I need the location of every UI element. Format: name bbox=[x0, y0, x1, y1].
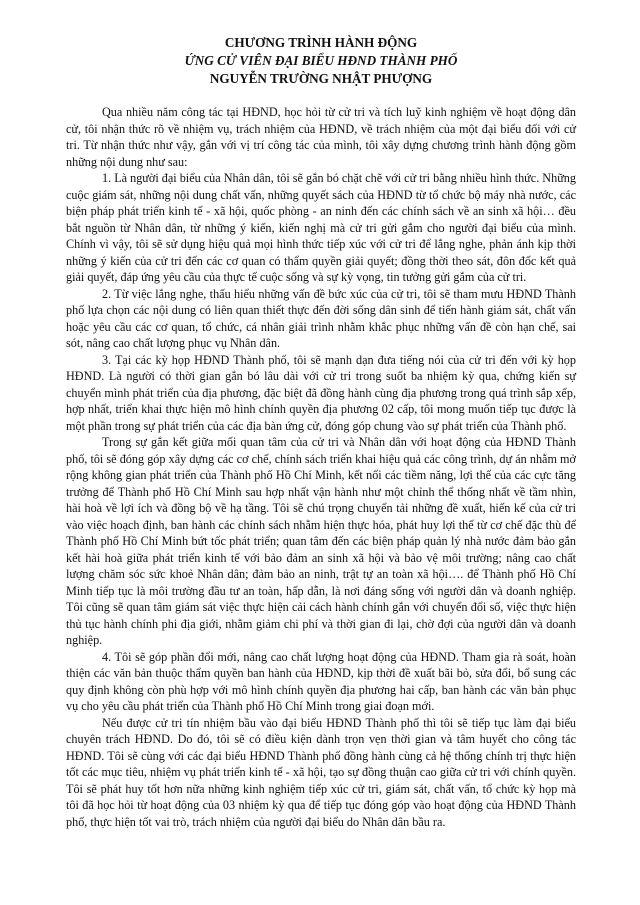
document-body bbox=[66, 104, 576, 830]
title-line-1: CHƯƠNG TRÌNH HÀNH ĐỘNG bbox=[224, 35, 418, 50]
paragraph-item-3-continued: Trong sự gắn kết giữa mối quan tâm của cử tri và Nhân dân với hoạt động của HĐND Thành phố, tôi sẽ đóng góp xây dựng các cơ chế, chính sách triển khai hiệu quả các công trình, dự án nhằm mở rộng không gian phát triển của Thành phố Hồ Chí Minh, kết nối các tiềm năng, lợi thế của các cực tăng trưởng để Thành phố Hồ Chí Minh sau hợp nhất vận hành như một chỉnh thể thống nhất về tầm nhìn, hài hoà về lợi ích và đồng bộ về hạ tầng. Tôi sẽ chú trọng chuyển tải những đề xuất, hiến kế của cử tri vào việc hoạch định, ban hành các chính sách nhằm hiện thực hóa, phát huy lợi thế từ cơ chế đặc thù để Thành phố Hồ Chí Minh bứt tốc phát triển; quan tâm đến các biện pháp quản lý nhà nước đảm bảo gắn kết hài hoà giữa phát triển kinh tế với bảo đảm an sinh xã hội và bảo vệ môi trường; nâng cao chất lượng chăm sóc sức khoẻ Nhân dân; đảm bảo an ninh, trật tự an toàn xã hội…. để Thành phố Hồ Chí Minh tiếp tục là môi trường đầu tư an toàn, hấp dẫn, là nơi đáng sống với người dân và doanh nghiệp. Tôi cũng sẽ quan tâm giám sát việc thực hiện cải cách hành chính gắn với chuyển đổi số, việc thực hiện thủ tục hành chính phi địa giới, nhằm giảm chi phí và thời gian đi lại, chờ đợi của người dân và doanh nghiệp. bbox=[66, 435, 576, 647]
document-title bbox=[66, 34, 576, 88]
paragraph-item-3: 3. Tại các kỳ họp HĐND Thành phố, tôi sẽ mạnh dạn đưa tiếng nói của cử tri đến với kỳ họp HĐND. Là người có thời gian gắn bó lâu dài với cử tri trong suốt ba nhiệm kỳ qua, chứng kiến sự chuyển mình phát triển của địa phương, đặc biệt đã đồng hành cùng địa phương trong quá trình sắp xếp, hợp nhất, triển khai thực hiện mô hình chính quyền địa phương 02 cấp, tôi mong muốn tiếp tục được là một phần trong sự phát triển của các địa bàn ứng cử, đóng góp chung vào sự phát triển của Thành phố. bbox=[66, 352, 576, 433]
title-line-2: ỨNG CỬ VIÊN ĐẠI BIỂU HĐND THÀNH PHỐ bbox=[184, 53, 458, 68]
paragraph-closing: Nếu được cử tri tín nhiệm bầu vào đại biểu HĐND Thành phố thì tôi sẽ tiếp tục làm đại biểu chuyên trách HĐND. Do đó, tôi sẽ có điều kiện dành trọn vẹn thời gian và tâm huyết cho công tác HĐND. Tôi sẽ cùng với các đại biểu HĐND Thành phố đồng hành cùng cả hệ thống chính trị thực hiện tốt các mục tiêu, nhiệm vụ phát triển kinh tế - xã hội, tạo sự đồng thuận cao giữa cử tri với chính quyền. Tôi sẽ phát huy tốt hơn nữa những kinh nghiệm tiếp xúc cử tri, giám sát, chất vấn, tổ chức kỳ họp mà tôi đã học hỏi từ hoạt động của 03 nhiệm kỳ qua để tiếp tục đóng góp vào hoạt động của HĐND Thành phố, thực hiện tốt vai trò, trách nhiệm của người đại biểu do Nhân dân bầu ra. bbox=[66, 715, 576, 829]
title-line-3: NGUYỄN TRƯỜNG NHẬT PHƯỢNG bbox=[209, 71, 433, 86]
paragraph-item-2: 2. Từ việc lắng nghe, thấu hiểu những vấn đề bức xúc của cử tri, tôi sẽ tham mưu HĐND Thành phố lựa chọn các nội dung có liên quan thiết thực đến đời sống dân sinh để tiến hành giám sát, chất vấn hoặc yêu cầu các cơ quan, tổ chức, cá nhân giải trình nhằm khắc phục những vấn đề còn hạn chế, sai sót, nâng cao chất lượng phục vụ Nhân dân. bbox=[66, 286, 576, 350]
paragraph-item-1: 1. Là người đại biểu của Nhân dân, tôi sẽ gắn bó chặt chẽ với cử tri bằng nhiều hình thức. Những cuộc giám sát, những nội dung chất vấn, những quyết sách của HĐND từ tổ chức bộ máy nhà nước, các biện pháp phát triển kinh tế - xã hội, quốc phòng - an ninh đến các chính sách về an sinh xã hội… đều bắt nguồn từ Nhân dân, từ những ý kiến, kiến nghị mà cử tri gửi gắm cho người đại biểu của mình. Chính vì vậy, tôi sẽ sử dụng hiệu quả mọi hình thức tiếp xúc với cử tri để lắng nghe, phản ánh kịp thời những ý kiến của cử tri đến các cơ quan có thẩm quyền giải quyết; đồng thời theo sát, đôn đốc kết quả giải quyết, đáp ứng yêu cầu của thực tế cuộc sống và sự kỳ vọng, tin tưởng gửi gắm của cử tri. bbox=[66, 171, 576, 284]
paragraph-intro: Qua nhiều năm công tác tại HĐND, học hỏi từ cử tri và tích luỹ kinh nghiệm về hoạt động dân cử, tôi nhận thức rõ về nhiệm vụ, trách nhiệm của HĐND, về trách nhiệm của một đại biểu đối với cử tri. Từ nhận thức như vậy, gắn với vị trí công tác của mình, tôi xây dựng chương trình hành động gồm những nội dung như sau: bbox=[66, 105, 576, 169]
paragraph-item-4: 4. Tôi sẽ góp phần đổi mới, nâng cao chất lượng hoạt động của HĐND. Tham gia rà soát, hoàn thiện các văn bản thuộc thẩm quyền ban hành của HĐND, kịp thời đề xuất bãi bỏ, sửa đổi, bổ sung các quy định không còn phù hợp với mô hình chính quyền địa phương hai cấp, ban hành các văn bản phục vụ cho yêu cầu phát triển của Thành phố Hồ Chí Minh trong giai đoạn mới. bbox=[66, 649, 576, 713]
